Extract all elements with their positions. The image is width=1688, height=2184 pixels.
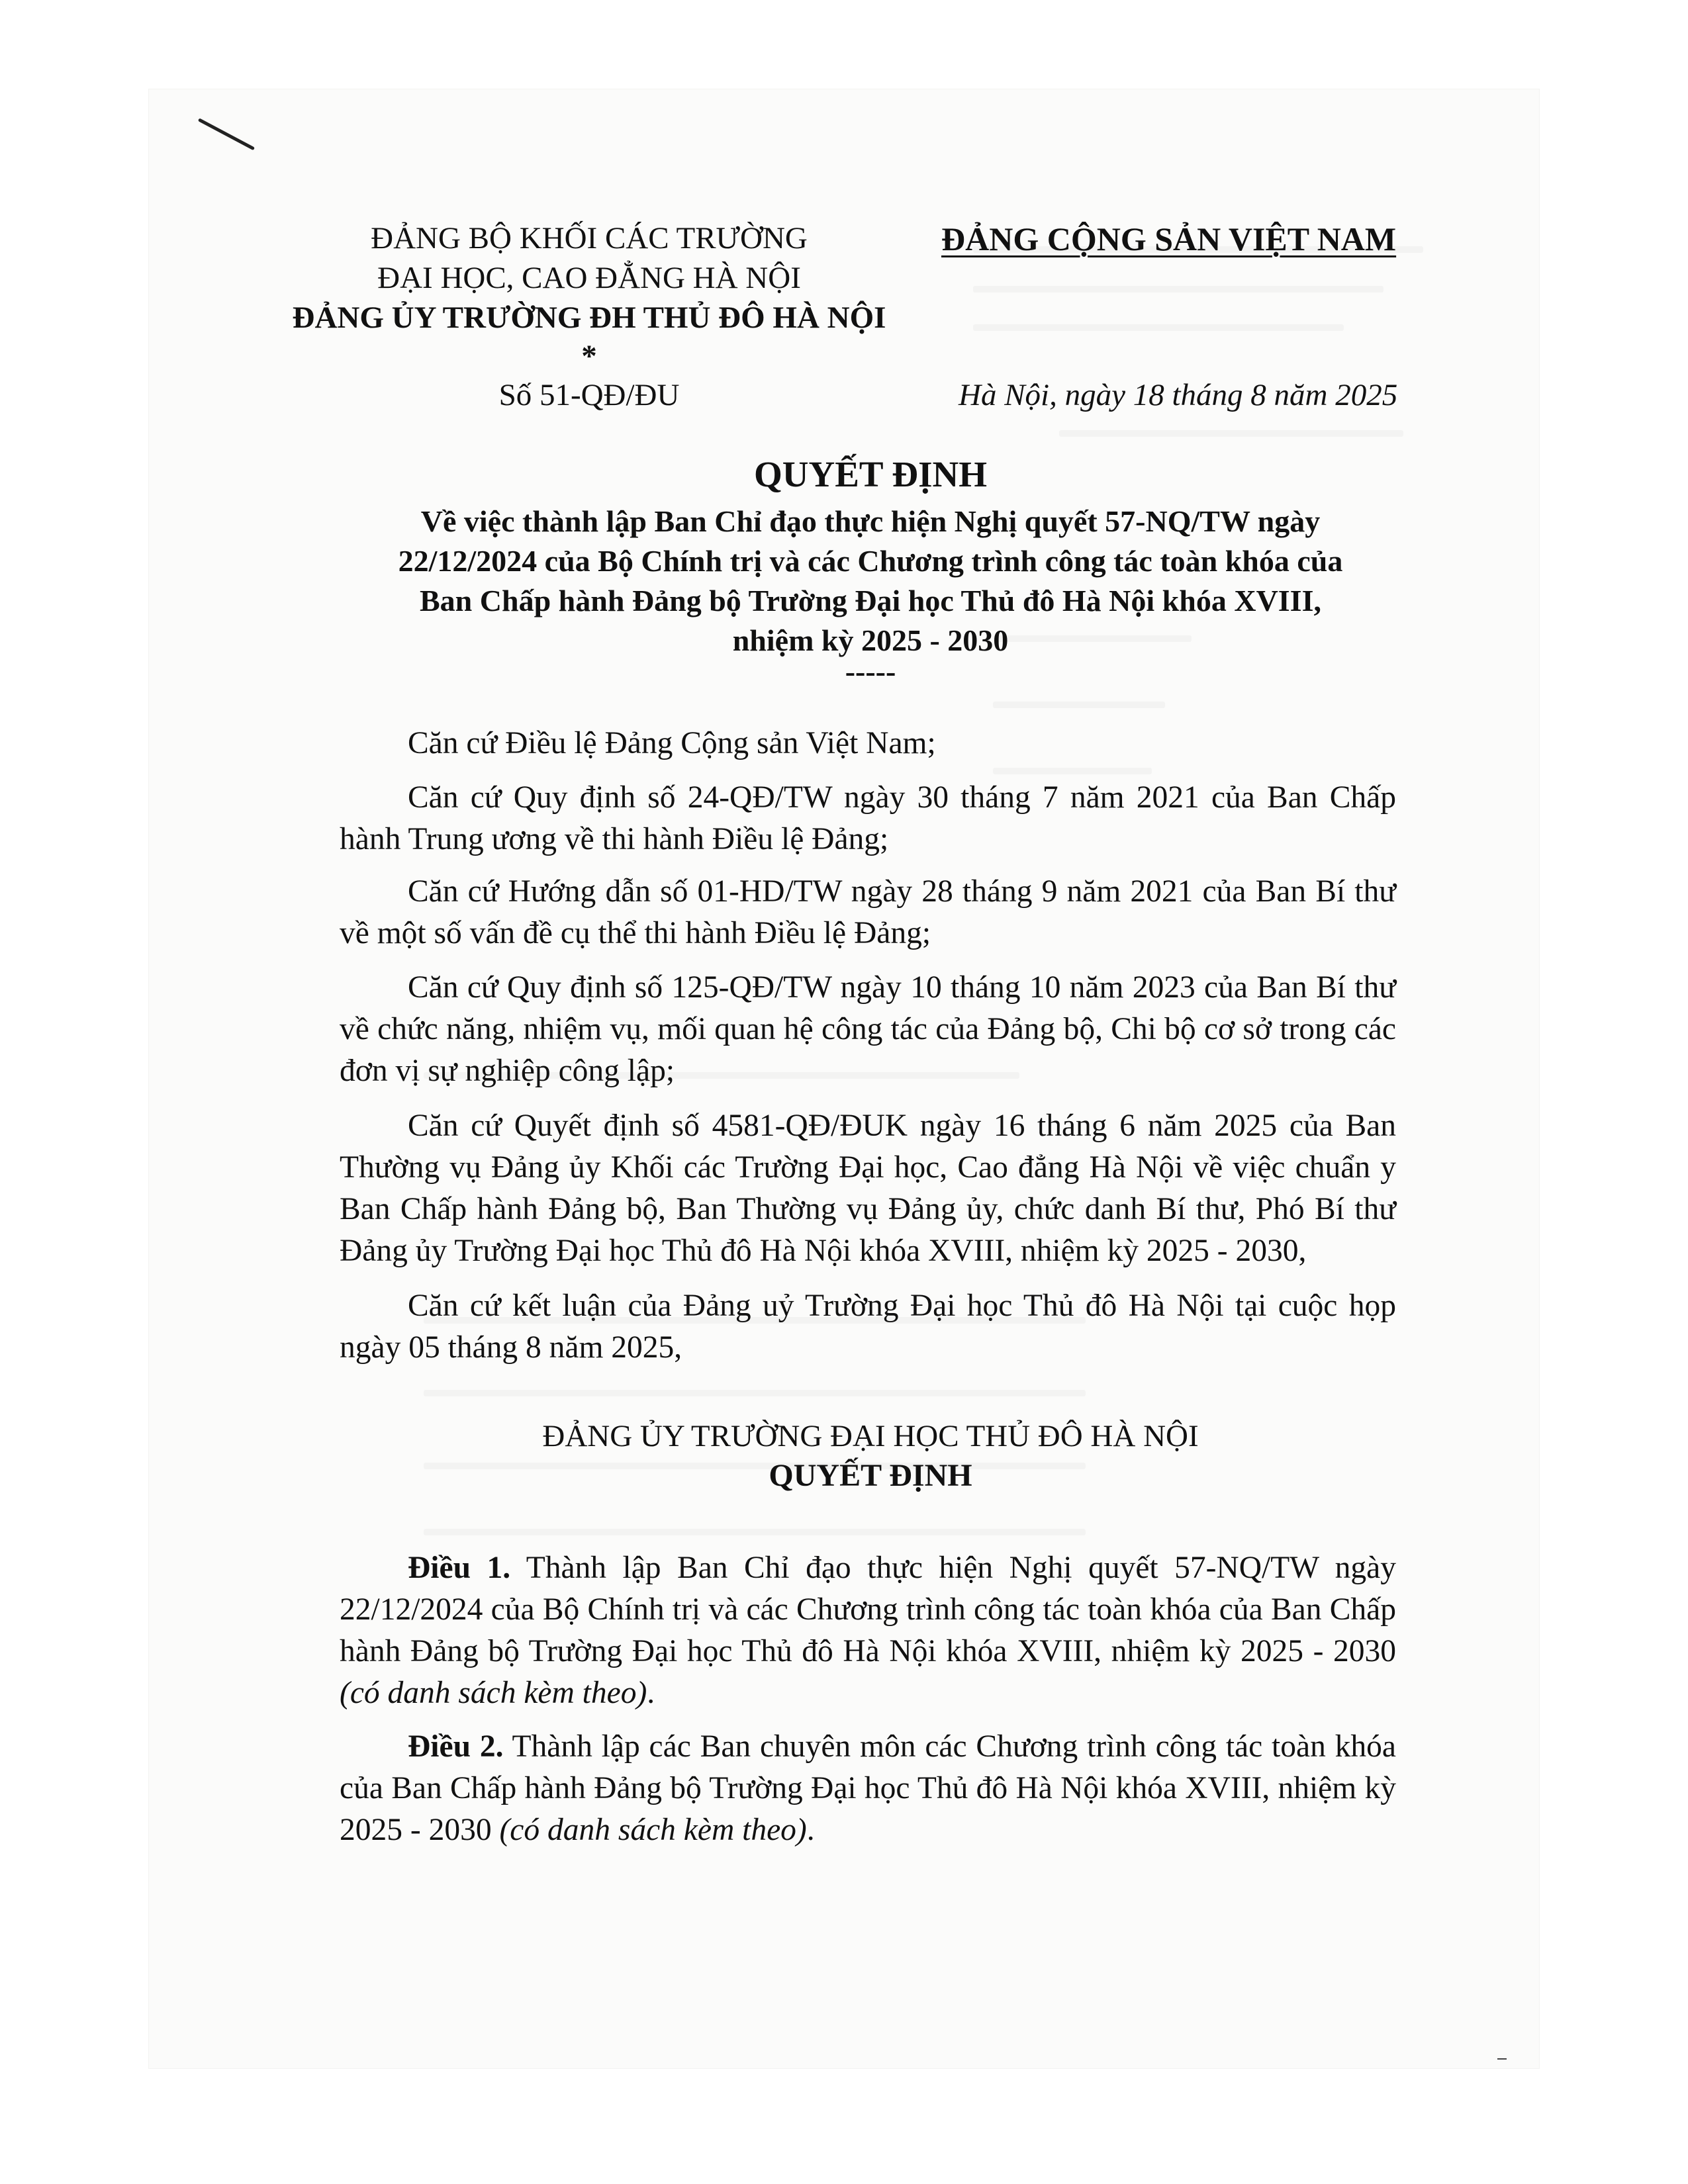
basis-paragraph: Căn cứ Quyết định số 4581-QĐ/ĐUK ngày 16 tháng 6 năm 2025 của Ban Thường vụ Đảng ủy Khối các Trường Đại học, Cao đẳng Hà Nội về việc chuẩn y Ban Chấp hành Đảng bộ, Ban Thường vụ Đảng ủy, chức danh Bí thư, Phó Bí thư Đảng ủy Trường Đại học Thủ đô Hà Nội khóa XVIII, nhiệm kỳ 2025 - 2030, [340,1109,1396,1268]
basis-paragraph: Căn cứ Điều lệ Đảng Cộng sản Việt Nam; [408,726,936,760]
article-1-end: . [647,1676,655,1710]
scan-edge-mark [1497,2058,1507,2060]
basis-paragraph: Căn cứ Hướng dẫn số 01-HD/TW ngày 28 tháng 9 năm 2021 của Ban Bí thư về một số vấn đề cụ thể thi hành Điều lệ Đảng; [340,874,1396,950]
star-mark: * [581,339,597,373]
document-number: Số 51-QĐ/ĐU [498,378,680,412]
org-name: ĐẢNG ỦY TRƯỜNG ĐH THỦ ĐÔ HÀ NỘI [292,300,886,335]
basis-paragraph: Căn cứ Quy định số 125-QĐ/TW ngày 10 tháng 10 năm 2023 của Ban Bí thư về chức năng, nhiệm vụ, mối quan hệ công tác của Đảng bộ, Chi bộ cơ sở trong các đơn vị sự nghiệp công lập; [340,970,1396,1088]
subject-line-2: 22/12/2024 của Bộ Chính trị và các Chương trình công tác toàn khóa của [398,544,1343,578]
article-2-label: Điều 2. [408,1729,504,1764]
org-parent-line1: ĐẢNG BỘ KHỐI CÁC TRƯỜNG [371,221,808,255]
article-1-note: (có danh sách kèm theo) [340,1676,647,1710]
article-1 [340,1547,1396,1714]
subject-line-3: Ban Chấp hành Đảng bộ Trường Đại học Thủ đô Hà Nội khóa XVIII, [420,584,1321,617]
article-2 [340,1726,1396,1851]
title-separator: ----- [845,655,896,688]
basis-paragraph: Căn cứ Quy định số 24-QĐ/TW ngày 30 tháng 7 năm 2021 của Ban Chấp hành Trung ương về thi hành Điều lệ Đảng; [340,780,1396,856]
article-2-text: Thành lập các Ban chuyên môn các Chương trình công tác toàn khóa của Ban Chấp hành Đảng bộ Trường Đại học Thủ đô Hà Nội khóa XVIII, nhiệm kỳ 2025 - 2030 [340,1729,1396,1847]
article-1-text: Thành lập Ban Chỉ đạo thực hiện Nghị quyết 57-NQ/TW ngày 22/12/2024 của Bộ Chính trị và các Chương trình công tác toàn khóa của Ban Chấp hành Đảng bộ Trường Đại học Thủ đô Hà Nội khóa XVIII, nhiệm kỳ 2025 - 2030 [340,1551,1396,1668]
document-title: QUYẾT ĐỊNH [754,454,987,494]
article-1-label: Điều 1. [408,1551,511,1585]
subject-line-1: Về việc thành lập Ban Chỉ đạo thực hiện Nghị quyết 57-NQ/TW ngày [420,504,1321,538]
article-2-end: . [806,1813,815,1847]
article-2-note: (có danh sách kèm theo) [499,1813,807,1847]
org-parent-line2: ĐẠI HỌC, CAO ĐẲNG HÀ NỘI [377,261,801,295]
place-date: Hà Nội, ngày 18 tháng 8 năm 2025 [959,378,1398,412]
subject-line-4: nhiệm kỳ 2025 - 2030 [732,623,1009,657]
party-name: ĐẢNG CỘNG SẢN VIỆT NAM [941,220,1397,257]
authority-heading: ĐẢNG ỦY TRƯỜNG ĐẠI HỌC THỦ ĐÔ HÀ NỘI [542,1419,1199,1453]
basis-paragraph: Căn cứ kết luận của Đảng uỷ Trường Đại học Thủ đô Hà Nội tại cuộc họp ngày 05 tháng 8 năm 2025, [340,1289,1396,1365]
decision-heading: QUYẾT ĐỊNH [769,1458,972,1493]
